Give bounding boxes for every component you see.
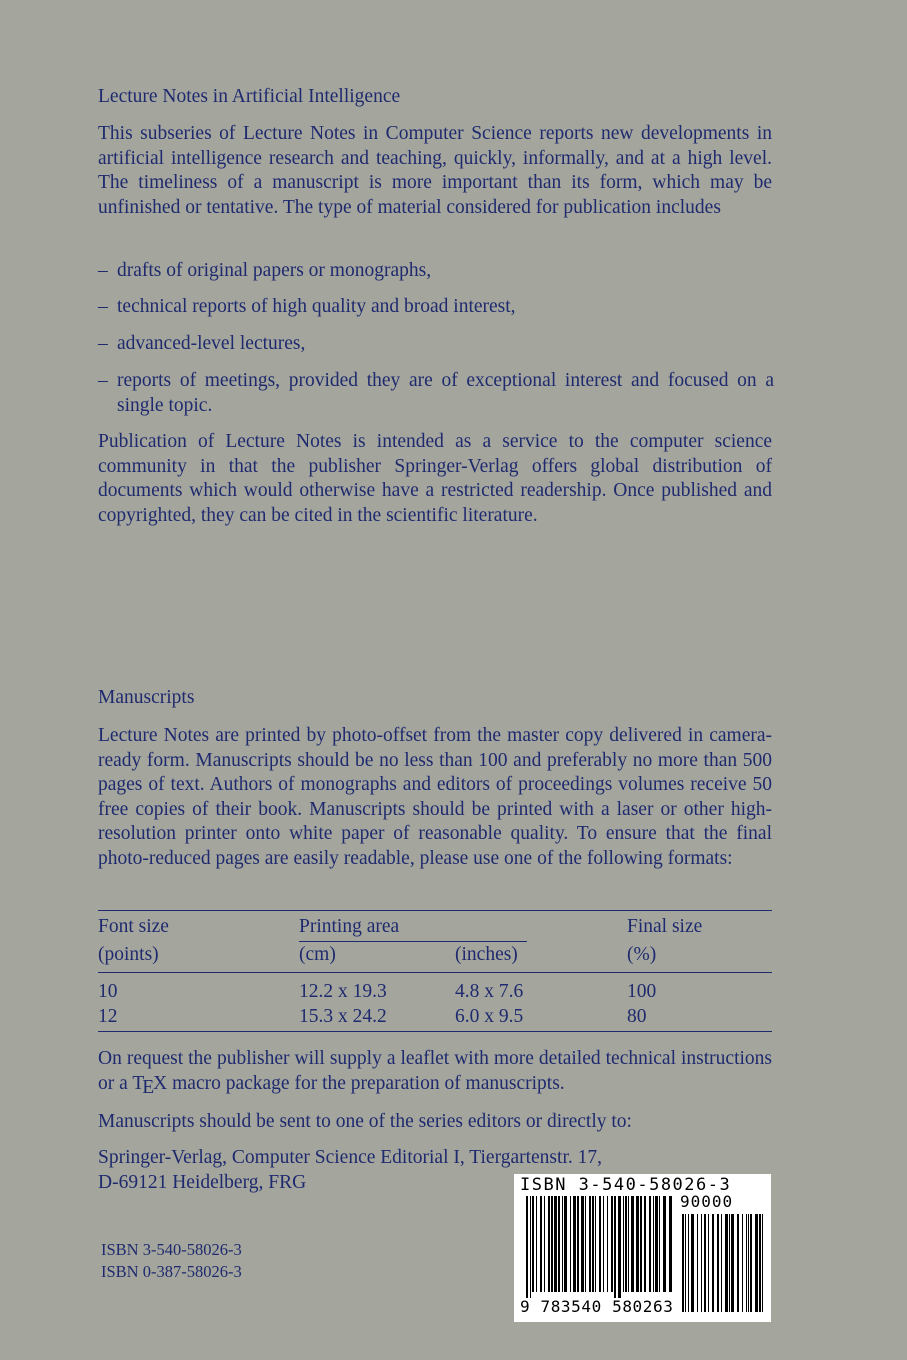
barcode-bar	[663, 1196, 666, 1292]
table-cell-inches: 6.0 x 9.5	[455, 1006, 524, 1027]
manuscripts-paragraph: Lecture Notes are printed by photo-offset from the master copy delivered in camera-ready form. Manuscripts should be no less than 100 and preferably no more than 500 pages of text. Authors of monographs and editors of proceedings volumes receive 50 free copies of their book. Manuscripts should be printed with a laser or other high-resolution printer onto white paper of reasonable quality. To ensure that the final photo-reduced pages are easily readable, please use one of the following formats:	[98, 725, 772, 869]
address-line-2: D-69121 Heidelberg, FRG	[98, 1172, 307, 1193]
barcode-bar	[748, 1214, 749, 1312]
barcode-bar	[526, 1196, 528, 1298]
barcode-bar	[649, 1196, 651, 1292]
list-item-text: reports of meetings, provided they are of exceptional interest and focused on a single topic.	[117, 370, 774, 416]
barcode-bar	[544, 1196, 545, 1292]
barcode-bar	[762, 1214, 763, 1312]
barcode-bar	[532, 1196, 534, 1292]
barcode-bar	[592, 1196, 594, 1292]
table-cell-final: 80	[627, 1006, 647, 1027]
list-item-text: advanced-level lectures,	[117, 333, 306, 354]
barcode-bar	[607, 1196, 608, 1292]
barcode-bar	[708, 1214, 709, 1312]
barcode-bar	[551, 1196, 553, 1292]
barcode-bar	[577, 1196, 579, 1292]
barcode-ean-text: 9 783540 580263	[520, 1297, 674, 1316]
barcode-bar	[628, 1196, 629, 1292]
table-header-printing-area: Printing area	[299, 916, 400, 937]
barcode-bar	[701, 1214, 702, 1312]
barcode-bar	[669, 1196, 672, 1292]
list-item	[98, 259, 774, 284]
table-cell-cm: 15.3 x 24.2	[299, 1006, 387, 1027]
barcode-bar	[688, 1214, 689, 1312]
barcode-bar	[540, 1196, 542, 1292]
barcode-bar	[717, 1214, 719, 1312]
barcode-bar	[585, 1196, 586, 1292]
table-header-font-size: Font size	[98, 916, 169, 937]
barcode-bar	[746, 1214, 747, 1312]
table-cell-final: 100	[627, 981, 657, 1002]
barcode-bar	[623, 1196, 624, 1292]
barcode-bar	[562, 1196, 563, 1292]
barcode-bar	[558, 1196, 560, 1292]
barcode-bar	[759, 1214, 761, 1312]
barcode-bar	[755, 1214, 758, 1312]
barcode-bar	[554, 1196, 557, 1292]
table-header-cm: (cm)	[299, 944, 336, 965]
publication-paragraph: Publication of Lecture Notes is intended as a service to the computer science community in that the publisher Springer-Verlag offers global distribution of documents which would otherwise have a restricted readership. Once published and copyrighted, they can be cited in the scientific literature.	[98, 431, 772, 526]
barcode-bar	[685, 1214, 686, 1312]
table-header-percent: (%)	[627, 944, 657, 965]
barcode-bar	[570, 1196, 571, 1292]
request-paragraph	[98, 1047, 772, 1096]
table-cell-inches: 4.8 x 7.6	[455, 981, 524, 1002]
barcode-bar	[644, 1196, 646, 1292]
tex-logo: TEX	[132, 1072, 168, 1098]
barcode-isbn-text: ISBN 3-540-58026-3	[520, 1175, 732, 1195]
barcode-bar	[721, 1214, 722, 1312]
list-item	[98, 295, 774, 320]
barcode-bar	[625, 1196, 627, 1292]
barcode-bar	[636, 1196, 639, 1292]
table-header-inches: (inches)	[455, 944, 518, 965]
barcode-bar	[712, 1214, 714, 1312]
request-text-a: On request the publisher will supply a leaflet with more detailed technical instructions or a	[98, 1048, 772, 1094]
barcode-bar	[742, 1214, 743, 1312]
list-item	[98, 332, 774, 357]
barcode-bar	[659, 1196, 660, 1292]
barcode-bar	[573, 1196, 576, 1292]
table-bottom-rule	[98, 1031, 772, 1032]
table-header-rule	[98, 972, 772, 973]
barcode-bar	[581, 1196, 584, 1292]
barcode-bar	[548, 1196, 550, 1292]
barcode-bar	[603, 1196, 604, 1292]
send-instructions: Manuscripts should be sent to one of the series editors or directly to:	[98, 1111, 632, 1132]
barcode-bar	[731, 1214, 734, 1312]
barcode-bar	[631, 1196, 634, 1292]
list-dash: –	[98, 370, 108, 391]
table-cell-cm: 12.2 x 19.3	[299, 981, 387, 1002]
list-dash: –	[98, 296, 108, 317]
table-cell-font: 12	[98, 1006, 118, 1027]
barcode-addon-text: 90000	[680, 1192, 734, 1211]
formats-table	[98, 910, 772, 1033]
list-dash: –	[98, 333, 108, 354]
barcode-bar	[682, 1214, 684, 1312]
table-top-rule	[98, 910, 772, 911]
isbn-line-1: ISBN 3-540-58026-3	[101, 1240, 242, 1259]
isbn-line-2: ISBN 0-387-58026-3	[101, 1262, 242, 1281]
table-header-final-size: Final size	[627, 916, 703, 937]
manuscripts-heading: Manuscripts	[98, 687, 195, 708]
barcode-bar	[655, 1196, 658, 1292]
series-heading: Lecture Notes in Artificial Intelligence	[98, 86, 401, 107]
barcode-bar	[704, 1214, 706, 1312]
barcode-bar	[611, 1196, 613, 1292]
barcode-bar	[737, 1214, 739, 1312]
table-header-points: (points)	[98, 944, 159, 965]
table-cell-font: 10	[98, 981, 118, 1002]
barcode-bar	[618, 1196, 621, 1298]
address-line-1: Springer-Verlag, Computer Science Editorial I, Tiergartenstr. 17,	[98, 1147, 602, 1168]
barcode-bar	[564, 1196, 567, 1292]
list-item	[98, 369, 774, 418]
barcode-bar	[614, 1196, 616, 1298]
barcode-bar	[536, 1196, 537, 1292]
barcode-bar	[589, 1196, 591, 1292]
barcode-bar	[725, 1214, 728, 1312]
list-item-text: technical reports of high quality and broad interest,	[117, 296, 516, 317]
list-item-text: drafts of original papers or monographs,	[117, 260, 432, 281]
barcode-bar	[653, 1196, 654, 1292]
barcode-bar	[640, 1196, 642, 1292]
request-text-b: macro package for the preparation of manuscripts.	[172, 1072, 565, 1094]
barcode-bar	[599, 1196, 601, 1292]
barcode-bar	[691, 1214, 694, 1312]
barcode	[514, 1174, 771, 1322]
barcode-bar	[697, 1214, 698, 1312]
barcode-bar	[729, 1214, 730, 1312]
list-dash: –	[98, 260, 108, 281]
barcode-bar	[530, 1196, 531, 1298]
barcode-bar	[750, 1214, 752, 1312]
barcode-bar	[595, 1196, 596, 1292]
series-intro: This subseries of Lecture Notes in Computer Science reports new developments in artificial intelligence research and teaching, quickly, informally, and at a high level. The timeliness of a manuscript is more important than its form, which may be unfinished or tentative. The type of material considered for publication includes	[98, 123, 772, 218]
